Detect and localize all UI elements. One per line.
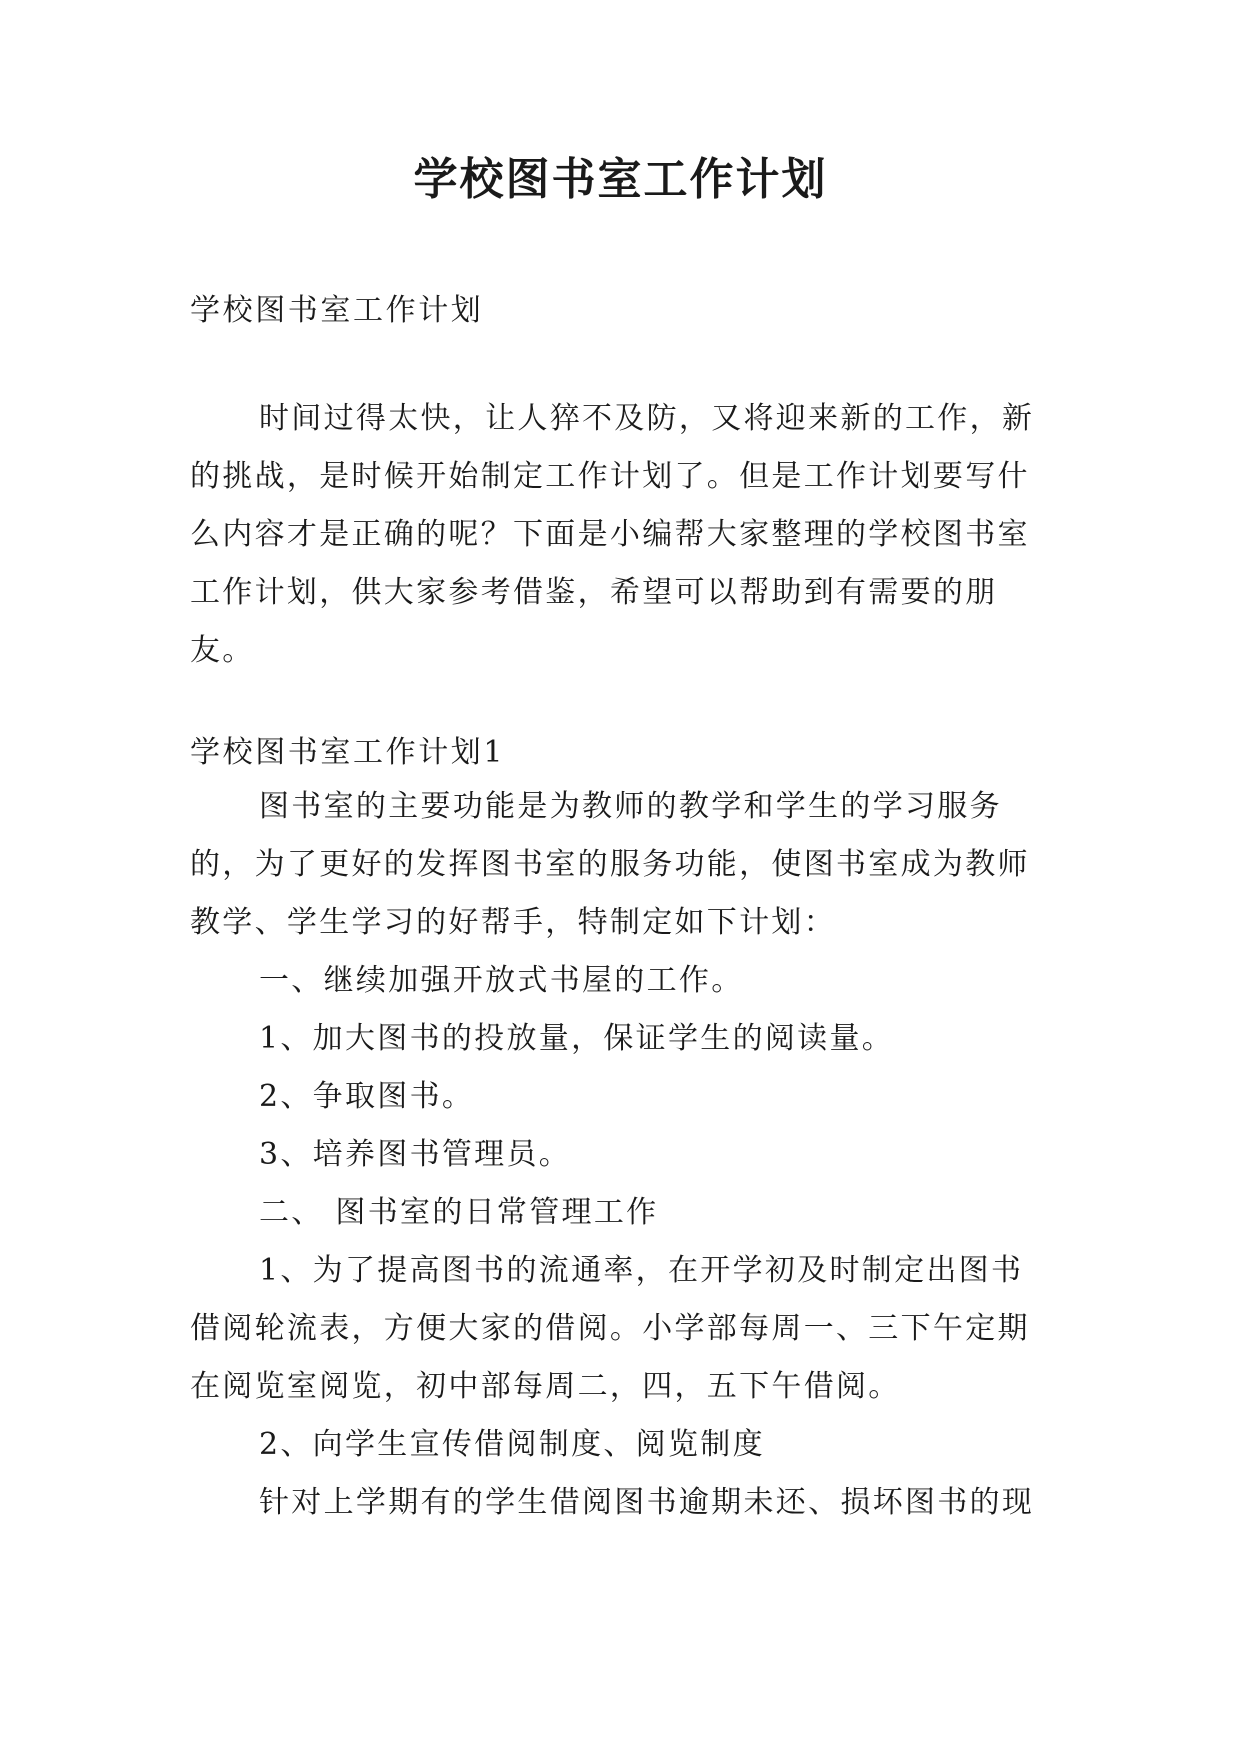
paragraph-overdue: 针对上学期有的学生借阅图书逾期未还、损坏图书的现 bbox=[259, 1485, 1035, 1520]
item-heading-daily-management: 二、 图书室的日常管理工作 bbox=[259, 1195, 659, 1230]
paragraph-functions: 图书室的主要功能是为教师的教学和学生的学习服务的，为了更好的发挥图书室的服务功能，使图书室成为教师教学、学生学习的好帮手，特制定如下计划： bbox=[190, 789, 1030, 940]
document-subtitle: 学校图书室工作计划 bbox=[190, 293, 484, 328]
section-heading: 学校图书室工作计划1 bbox=[190, 735, 506, 770]
intro-paragraph: 时间过得太快，让人猝不及防，又将迎来新的工作，新的挑战，是时候开始制定工作计划了。但是工作计划要写什么内容才是正确的呢？下面是小编帮大家整理的学校图书室工作计划，供大家参考借鉴，希望可以帮助到有需要的朋友。 bbox=[190, 401, 1035, 668]
document-title: 学校图书室工作计划 bbox=[413, 154, 828, 205]
list-item-circulation: 1、为了提高图书的流通率，在开学初及时制定出图书借阅轮流表，方便大家的借阅。小学部每周一、三下午定期在阅览室阅览，初中部每周二，四，五下午借阅。 bbox=[190, 1253, 1030, 1404]
list-item-increase-books: 1、加大图书的投放量，保证学生的阅读量。 bbox=[259, 1021, 895, 1056]
list-item-promote-rules: 2、向学生宣传借阅制度、阅览制度 bbox=[259, 1427, 765, 1462]
list-item-train-librarians: 3、培养图书管理员。 bbox=[259, 1137, 572, 1172]
list-item-acquire-books: 2、争取图书。 bbox=[259, 1079, 475, 1114]
document-body bbox=[190, 282, 1050, 1532]
item-heading-open-bookhouse: 一、继续加强开放式书屋的工作。 bbox=[259, 963, 744, 998]
